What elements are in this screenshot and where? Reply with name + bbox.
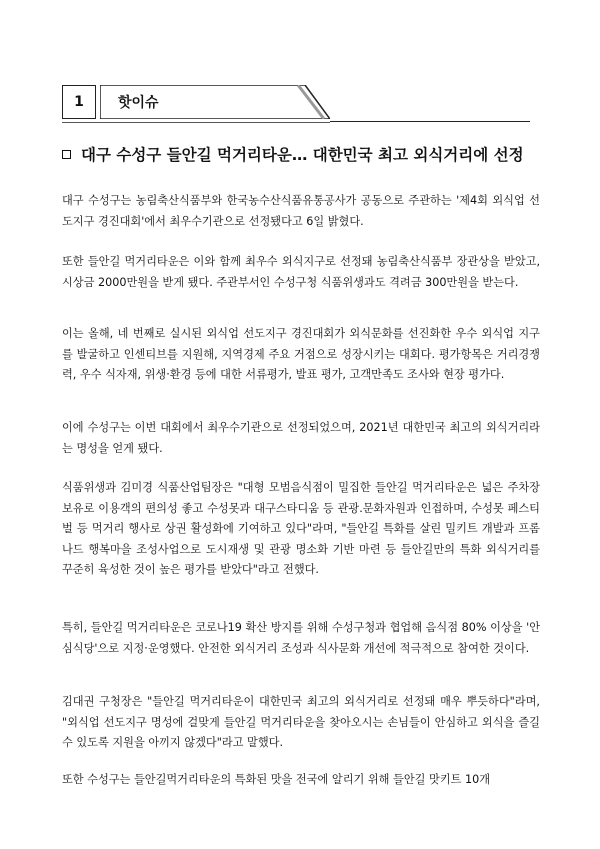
paragraph-6: 특히, 들안길 먹거리타운은 코로나19 확산 방지를 위해 수성구청과 협업해 음식점 80% 이상을 '안심식당'으로 지정·운영했다. 안전한 외식거리 조성과 식사문화 개선에 적극적으로 참여한 것이다. xyxy=(62,621,540,655)
headline-text: 대구 수성구 들안길 먹거리타운… 대한민국 최고 외식거리에 선정 xyxy=(81,146,524,164)
header-underline xyxy=(62,122,330,123)
paragraph-5: 식품위생과 김미경 식품산업팀장은 "대형 모범음식점이 밀집한 들안길 먹거리타운은 넓은 주차장 보유로 이용객의 편의성 좋고 수성못과 대구스타디움 등 관광.문화자원과 인접하며, 수성못 페스티벌 등 먹거리 행사로 상권 활성화에 기여하고 있다"라며, "들안길 특화를 살린 밀키트 개발과 프롬나드 행복마을 조성사업으로 도시재생 및 관광 명소화 기반 마련 등 들안길만의 특화 외식거리를 꾸준히 육성한 것이 높은 평가를 받았다"라고 전했다. xyxy=(62,481,540,576)
article-headline xyxy=(62,143,542,167)
paragraph-2: 또한 들안길 먹거리타운은 이와 함께 최우수 외식지구로 선정돼 농림축산식품부 장관상을 받았고, 시상금 2000만원을 받게 됐다. 주관부서인 수성구청 식품위생과도 격려금 300만원을 받는다. xyxy=(62,255,540,289)
paragraph-4: 이에 수성구는 이번 대회에서 최우수기관으로 선정되었으며, 2021년 대한민국 최고의 외식거리라는 명성을 얻게 됐다. xyxy=(62,421,540,455)
header-rule xyxy=(330,121,530,122)
paragraph-1: 대구 수성구는 농림축산식품부와 한국농수산식품유통공사가 공동으로 주관하는 '제4회 외식업 선도지구 경진대회'에서 최우수기관으로 선정됐다고 6일 밝혔다. xyxy=(62,194,540,228)
section-title: 핫이슈 xyxy=(118,95,159,111)
paragraph-8: 또한 수성구는 들안길먹거리타운의 특화된 맛을 전국에 알리기 위해 들안길 맛키트 10개 xyxy=(62,773,491,786)
section-number: 1 xyxy=(62,85,96,119)
square-bullet-icon xyxy=(62,150,71,159)
paragraph-3: 이는 올해, 네 번째로 실시된 외식업 선도지구 경진대회가 외식문화를 선진화한 우수 외식업 지구를 발굴하고 인센티브를 지원해, 지역경제 주요 거점으로 성장시키는 대회다. 평가항목은 거리경쟁력, 우수 식자재, 위생·환경 등에 대한 서류평가, 발표 평가, 고객만족도 조사와 현장 평가다. xyxy=(62,327,540,381)
paragraph-7: 김대권 구청장은 "들안길 먹거리타운이 대한민국 최고의 외식거리로 선정돼 매우 뿌듯하다"라며, "외식업 선도지구 명성에 걸맞게 들안길 먹거리타운을 찾아오시는 손님들이 안심하고 외식을 즐길 수 있도록 지원을 아끼지 않겠다"라고 말했다. xyxy=(62,695,540,749)
section-header xyxy=(62,85,522,123)
